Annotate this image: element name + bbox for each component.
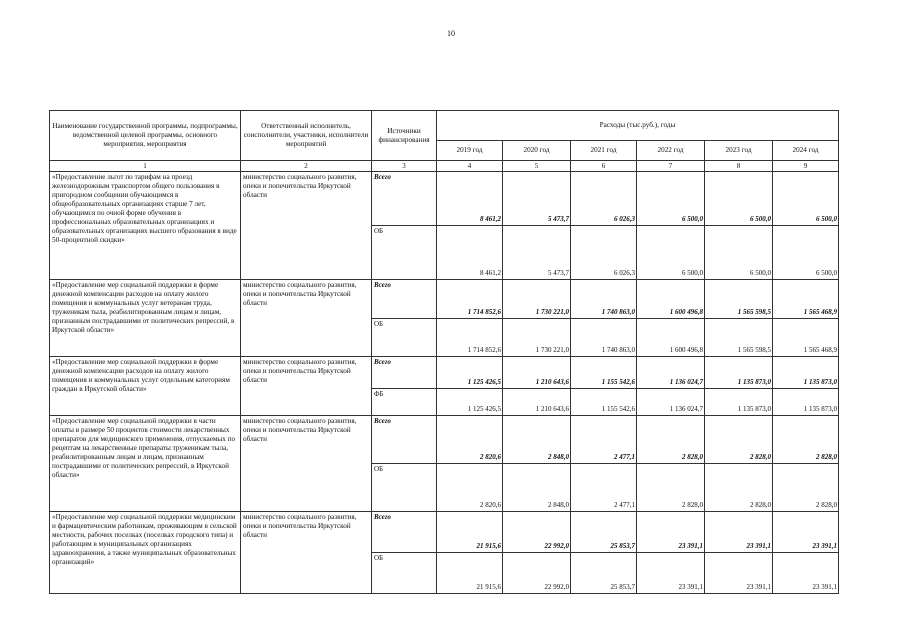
source-value: 1 565 598,5 (705, 319, 773, 357)
total-value: 1 125 426,5 (437, 357, 503, 389)
source-label: Всего (372, 172, 437, 226)
source-label: Всего (372, 357, 437, 389)
total-value: 2 828,0 (773, 416, 839, 464)
source-value: 1 135 873,0 (773, 389, 839, 416)
total-value: 2 820,6 (437, 416, 503, 464)
executor-name: министерство социального развития, опеки и попечительства Иркутской области (241, 357, 372, 416)
total-value: 1 135 873,0 (705, 357, 773, 389)
source-label: ОБ (372, 553, 437, 594)
source-value: 2 828,0 (773, 464, 839, 512)
total-value: 2 828,0 (637, 416, 705, 464)
source-value: 1 730 221,0 (503, 319, 571, 357)
total-value: 23 391,1 (773, 512, 839, 553)
total-value: 1 155 542,6 (571, 357, 637, 389)
source-value: 2 848,0 (503, 464, 571, 512)
total-value: 25 853,7 (571, 512, 637, 553)
total-value: 6 500,0 (637, 172, 705, 226)
header-year: 2019 год (437, 141, 503, 161)
source-label: Всего (372, 416, 437, 464)
column-number: 1 (50, 161, 241, 172)
total-value: 21 915,6 (437, 512, 503, 553)
measure-name: «Предоставление мер социальной поддержки в форме денежной компенсации расходов на оплату жилого помещения и коммунальных услуг ветеранам труда, труженикам тыла, реабилитированным лицам и лицам, признанным пострадавшими от политических репрессий, в Иркутской области» (50, 280, 241, 357)
total-value: 2 828,0 (705, 416, 773, 464)
source-label: ОБ (372, 464, 437, 512)
header-name: Наименование государственной программы, подпрограммы, ведомственной целевой программы, основного мероприятия, мероприятия (50, 111, 241, 161)
measure-name: «Предоставление мер социальной поддержки медицинским и фармацевтическим работникам, проживающим в сельской местности, рабочих поселках (поселках городского типа) и работающим в муниципальных организациях здравоохранения, а также муниципальных образовательных организаций» (50, 512, 241, 594)
source-value: 1 135 873,0 (705, 389, 773, 416)
source-value: 1 210 643,6 (503, 389, 571, 416)
source-value: 6 500,0 (637, 226, 705, 280)
total-value: 8 461,2 (437, 172, 503, 226)
source-value: 5 473,7 (503, 226, 571, 280)
header-expenses: Расходы (тыс.руб.), годы (437, 111, 839, 141)
measure-name: «Предоставление мер социальной поддержки в части оплаты в размере 50 процентов стоимости лекарственных препаратов для медицинского применения, отпускаемых по рецептам на лекарственные препараты труженикам тыла, реабилитированным лицам и лицам, признанным пострадавшими от политических репрессий, в Иркутской области» (50, 416, 241, 512)
source-value: 23 391,1 (773, 553, 839, 594)
source-value: 2 828,0 (637, 464, 705, 512)
source-label: ФБ (372, 389, 437, 416)
executor-name: министерство социального развития, опеки и попечительства Иркутской области (241, 172, 372, 280)
source-value: 1 136 024,7 (637, 389, 705, 416)
header-year: 2021 год (571, 141, 637, 161)
total-value: 1 210 643,6 (503, 357, 571, 389)
source-value: 23 391,1 (637, 553, 705, 594)
column-number: 5 (503, 161, 571, 172)
source-label: Всего (372, 280, 437, 319)
total-value: 1 714 852,6 (437, 280, 503, 319)
total-value: 23 391,1 (637, 512, 705, 553)
header-year: 2020 год (503, 141, 571, 161)
total-value: 1 600 496,8 (637, 280, 705, 319)
total-value: 1 136 024,7 (637, 357, 705, 389)
expenses-table (49, 110, 839, 594)
source-value: 6 500,0 (705, 226, 773, 280)
column-number: 7 (637, 161, 705, 172)
source-value: 1 714 852,6 (437, 319, 503, 357)
column-number: 6 (571, 161, 637, 172)
source-value: 8 461,2 (437, 226, 503, 280)
total-value: 6 500,0 (773, 172, 839, 226)
source-value: 2 828,0 (705, 464, 773, 512)
source-value: 1 125 426,5 (437, 389, 503, 416)
column-number: 8 (705, 161, 773, 172)
executor-name: министерство социального развития, опеки и попечительства Иркутской области (241, 512, 372, 594)
column-number: 2 (241, 161, 372, 172)
header-year: 2022 год (637, 141, 705, 161)
total-value: 2 477,1 (571, 416, 637, 464)
total-value: 2 848,0 (503, 416, 571, 464)
source-value: 25 853,7 (571, 553, 637, 594)
total-value: 6 500,0 (705, 172, 773, 226)
source-value: 1 565 468,9 (773, 319, 839, 357)
header-executor: Ответственный исполнитель, соисполнители, участники, исполнители мероприятий (241, 111, 372, 161)
total-value: 5 473,7 (503, 172, 571, 226)
total-value: 1 730 221,0 (503, 280, 571, 319)
source-value: 1 155 542,6 (571, 389, 637, 416)
total-value: 1 565 468,9 (773, 280, 839, 319)
column-number: 3 (372, 161, 437, 172)
executor-name: министерство социального развития, опеки и попечительства Иркутской области (241, 416, 372, 512)
column-number: 9 (773, 161, 839, 172)
source-value: 23 391,1 (705, 553, 773, 594)
header-year: 2023 год (705, 141, 773, 161)
source-value: 2 477,1 (571, 464, 637, 512)
source-value: 6 026,3 (571, 226, 637, 280)
measure-name: «Предоставление льгот по тарифам на проезд железнодорожным транспортом общего пользования в пригородном сообщении обучающимся в общеобразовательных организациях старше 7 лет, обучающимся по очной форме обучения в профессиональных образовательных организациях и образовательных организациях высшего образования в виде 50-процентной скидки» (50, 172, 241, 280)
source-label: ОБ (372, 319, 437, 357)
source-value: 2 820,6 (437, 464, 503, 512)
total-value: 22 992,0 (503, 512, 571, 553)
executor-name: министерство социального развития, опеки и попечительства Иркутской области (241, 280, 372, 357)
source-value: 6 500,0 (773, 226, 839, 280)
total-value: 1 135 873,0 (773, 357, 839, 389)
source-label: Всего (372, 512, 437, 553)
header-source: Источники финансирования (372, 111, 437, 161)
page-number: 10 (447, 29, 455, 38)
measure-name: «Предоставление мер социальной поддержки в форме денежной компенсации расходов на оплату жилого помещения и коммунальных услуг отдельным категориям граждан в Иркутской области» (50, 357, 241, 416)
total-value: 6 026,3 (571, 172, 637, 226)
source-label: ОБ (372, 226, 437, 280)
column-number: 4 (437, 161, 503, 172)
total-value: 1 565 598,5 (705, 280, 773, 319)
source-value: 21 915,6 (437, 553, 503, 594)
source-value: 22 992,0 (503, 553, 571, 594)
source-value: 1 740 863,0 (571, 319, 637, 357)
total-value: 1 740 863,0 (571, 280, 637, 319)
header-year: 2024 год (773, 141, 839, 161)
source-value: 1 600 496,8 (637, 319, 705, 357)
total-value: 23 391,1 (705, 512, 773, 553)
